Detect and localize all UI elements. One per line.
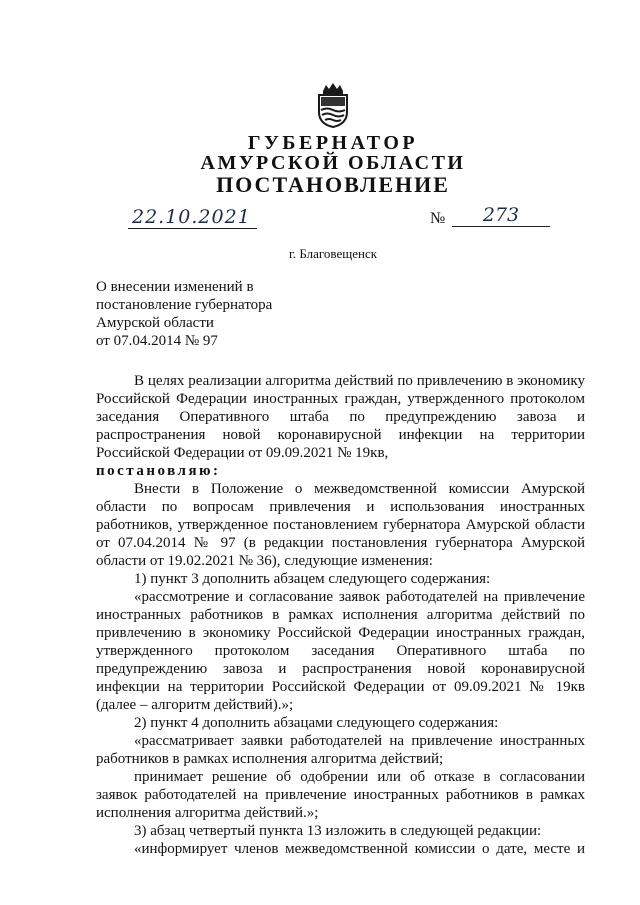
header-title: ГУБЕРНАТОР bbox=[247, 132, 419, 154]
document-date: 22.10.2021 bbox=[128, 206, 257, 229]
subject-line: от 07.04.2014 № 97 bbox=[96, 333, 218, 349]
city-label: г. Благовещенск bbox=[288, 246, 378, 261]
body-paragraph: «рассмотрение и согласование заявок работодателей на привлечение иностранных работников в рамках исполнения алгоритма действий по привлечению в экономику Российской Федерации иностранных граждан, утвержденного протоколом заседания Оперативного штаба по предупреждению завоза и распространения новой коронавирусной инфекции на территории Российской Федерации от 09.09.2021 № 19кв (далее – алгоритм действий).»; bbox=[96, 589, 585, 713]
number-sign: № bbox=[430, 210, 446, 227]
document-body bbox=[96, 372, 585, 858]
body-paragraph: «рассматривает заявки работодателей на привлечение иностранных работников в рамках исполнения алгоритма действий; bbox=[96, 733, 585, 767]
subject-line: Амурской области bbox=[96, 315, 214, 331]
preamble-paragraph: В целях реализации алгоритма действий по привлечению в экономику Российской Федерации иностранных граждан, утвержденного протоколом заседания Оперативного штаба по предупреждению завоза и распространения новой коронавирусной инфекции на территории Российской Федерации от 09.09.2021 № 19кв, bbox=[96, 373, 585, 461]
body-paragraph: 3) абзац четвертый пункта 13 изложить в следующей редакции: bbox=[134, 823, 542, 839]
document-type: ПОСТАНОВЛЕНИЕ bbox=[216, 172, 450, 197]
subject-line: постановление губернатора bbox=[96, 297, 273, 313]
body-paragraph: 1) пункт 3 дополнить абзацем следующего содержания: bbox=[134, 571, 491, 587]
body-paragraph: принимает решение об одобрении или об отказе в согласовании заявок работодателей на привлечение иностранных работников в рамках исполнения алгоритма действий.»; bbox=[96, 769, 585, 821]
coat-of-arms-icon bbox=[314, 82, 352, 128]
header-region: АМУРСКОЙ ОБЛАСТИ bbox=[200, 152, 466, 174]
body-paragraph: 2) пункт 4 дополнить абзацами следующего содержания: bbox=[134, 715, 499, 731]
body-paragraph: Внести в Положение о межведомственной комиссии Амурской области по вопросам привлечения и использования иностранных работников, утвержденное постановлением губернатора Амурской области от 07.04.2014 № 97 (в редакции постановления губернатора Амурской области от 19.02.2021 № 36), следующие изменения: bbox=[96, 481, 585, 569]
body-paragraph: «информирует членов межведомственной комиссии о дате, месте и bbox=[134, 841, 585, 857]
decree-word: постановляю: bbox=[96, 463, 221, 479]
document-subject bbox=[96, 278, 272, 350]
document-number: 273 bbox=[452, 204, 550, 227]
subject-line: О внесении изменений в bbox=[96, 279, 254, 295]
